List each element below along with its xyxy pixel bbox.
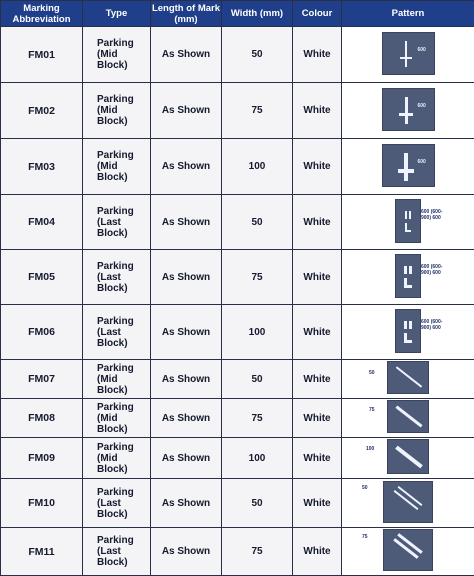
type-line-2: (Mid Block) <box>97 105 128 127</box>
table-row <box>1 83 474 139</box>
abbr-cell: FM11 <box>1 528 83 576</box>
length-cell: As Shown <box>151 250 222 305</box>
width-cell: 50 <box>222 27 293 83</box>
diagonal-mid-block-pattern-icon <box>387 439 429 474</box>
diagonal-last-block-pattern-icon <box>383 481 433 523</box>
length-cell: As Shown <box>151 438 222 479</box>
colour-cell: White <box>293 27 342 83</box>
mid-block-parking-pattern-icon <box>382 144 435 187</box>
length-cell: As Shown <box>151 479 222 528</box>
type-cell <box>83 139 151 195</box>
diagonal-last-block-pattern-icon <box>383 529 433 571</box>
table-row <box>1 399 474 438</box>
type-cell <box>83 305 151 360</box>
colour-cell: White <box>293 528 342 576</box>
length-cell: As Shown <box>151 27 222 83</box>
abbr-cell: FM02 <box>1 83 83 139</box>
header-width: Width (mm) <box>222 1 293 27</box>
pattern-dimension-label: 100 <box>366 446 374 452</box>
table-row <box>1 139 474 195</box>
type-line-1: Parking <box>97 363 134 374</box>
type-cell <box>83 479 151 528</box>
abbr-cell: FM01 <box>1 27 83 83</box>
type-line-1: Parking <box>97 206 134 217</box>
colour-cell: White <box>293 399 342 438</box>
length-cell: As Shown <box>151 83 222 139</box>
width-cell: 50 <box>222 479 293 528</box>
type-line-1: Parking <box>97 150 134 161</box>
last-block-parking-pattern-icon <box>395 254 421 298</box>
type-line-2: (Mid Block) <box>97 413 128 435</box>
type-cell <box>83 399 151 438</box>
abbr-cell: FM05 <box>1 250 83 305</box>
type-line-1: Parking <box>97 442 134 453</box>
table-row <box>1 479 474 528</box>
width-cell: 50 <box>222 360 293 399</box>
type-cell <box>83 528 151 576</box>
pattern-dimension-label: 50 <box>369 370 375 376</box>
colour-cell: White <box>293 83 342 139</box>
pattern-cell <box>342 360 474 399</box>
abbr-cell: FM04 <box>1 195 83 250</box>
type-line-1: Parking <box>97 535 134 546</box>
pattern-cell <box>342 250 474 305</box>
type-line-2: (Last Block) <box>97 217 128 239</box>
type-cell <box>83 195 151 250</box>
mid-block-parking-pattern-icon <box>382 88 435 131</box>
width-cell: 75 <box>222 399 293 438</box>
type-line-2: (Last Block) <box>97 327 128 349</box>
diagonal-mid-block-pattern-icon <box>387 361 429 394</box>
table-row <box>1 360 474 399</box>
mid-block-parking-pattern-icon <box>382 32 435 75</box>
type-line-2: (Last Block) <box>97 498 128 520</box>
pattern-cell <box>342 83 474 139</box>
table-row <box>1 250 474 305</box>
colour-cell: White <box>293 479 342 528</box>
type-line-2: (Mid Block) <box>97 453 128 475</box>
table-row <box>1 305 474 360</box>
length-cell: As Shown <box>151 139 222 195</box>
pattern-dimension-label: 600 <box>418 104 426 109</box>
colour-cell: White <box>293 139 342 195</box>
type-cell <box>83 250 151 305</box>
header-colour: Colour <box>293 1 342 27</box>
abbr-cell: FM07 <box>1 360 83 399</box>
table-row <box>1 528 474 576</box>
table-row <box>1 27 474 83</box>
pattern-cell <box>342 139 474 195</box>
type-line-2: (Mid Block) <box>97 161 128 183</box>
type-line-1: Parking <box>97 38 134 49</box>
last-block-parking-pattern-icon <box>395 309 421 353</box>
type-line-1: Parking <box>97 487 134 498</box>
abbr-cell: FM09 <box>1 438 83 479</box>
type-line-1: Parking <box>97 261 134 272</box>
table-row <box>1 195 474 250</box>
type-line-2: (Mid Block) <box>97 374 128 396</box>
width-cell: 100 <box>222 305 293 360</box>
table-row <box>1 438 474 479</box>
pattern-dimension-label: 50 <box>362 485 368 491</box>
colour-cell: White <box>293 195 342 250</box>
type-line-1: Parking <box>97 402 134 413</box>
type-line-1: Parking <box>97 316 134 327</box>
abbr-cell: FM03 <box>1 139 83 195</box>
last-block-parking-pattern-icon <box>395 199 421 243</box>
pattern-cell <box>342 438 474 479</box>
pattern-dimension-label: 600 (600-900) 600 <box>421 264 451 276</box>
header-abbr: Marking Abbreviation <box>1 1 83 27</box>
length-cell: As Shown <box>151 360 222 399</box>
length-cell: As Shown <box>151 528 222 576</box>
width-cell: 75 <box>222 250 293 305</box>
type-line-2: (Last Block) <box>97 272 128 294</box>
pattern-dimension-label: 600 <box>418 48 426 53</box>
header-length: Length of Mark (mm) <box>151 1 222 27</box>
length-cell: As Shown <box>151 305 222 360</box>
type-line-2: (Last Block) <box>97 546 128 568</box>
width-cell: 100 <box>222 139 293 195</box>
pattern-cell <box>342 305 474 360</box>
diagonal-mid-block-pattern-icon <box>387 400 429 433</box>
width-cell: 75 <box>222 528 293 576</box>
width-cell: 75 <box>222 83 293 139</box>
colour-cell: White <box>293 360 342 399</box>
length-cell: As Shown <box>151 195 222 250</box>
abbr-cell: FM08 <box>1 399 83 438</box>
type-cell <box>83 83 151 139</box>
pattern-dimension-label: 75 <box>369 407 375 413</box>
pattern-dimension-label: 600 <box>418 160 426 165</box>
type-line-1: Parking <box>97 94 134 105</box>
width-cell: 100 <box>222 438 293 479</box>
type-line-2: (Mid Block) <box>97 49 128 71</box>
width-cell: 50 <box>222 195 293 250</box>
colour-cell: White <box>293 305 342 360</box>
colour-cell: White <box>293 250 342 305</box>
header-type: Type <box>83 1 151 27</box>
colour-cell: White <box>293 438 342 479</box>
pattern-dimension-label: 600 (600-900) 600 <box>421 209 451 221</box>
pattern-cell <box>342 399 474 438</box>
length-cell: As Shown <box>151 399 222 438</box>
header-pattern: Pattern <box>342 1 474 27</box>
abbr-cell: FM10 <box>1 479 83 528</box>
type-cell <box>83 360 151 399</box>
pattern-cell <box>342 479 474 528</box>
header-row <box>1 1 474 27</box>
type-cell <box>83 438 151 479</box>
pattern-dimension-label: 75 <box>362 534 368 540</box>
pattern-cell <box>342 528 474 576</box>
abbr-cell: FM06 <box>1 305 83 360</box>
pattern-dimension-label: 600 (600-900) 600 <box>421 319 451 331</box>
pattern-cell <box>342 195 474 250</box>
type-cell <box>83 27 151 83</box>
pattern-cell <box>342 27 474 83</box>
